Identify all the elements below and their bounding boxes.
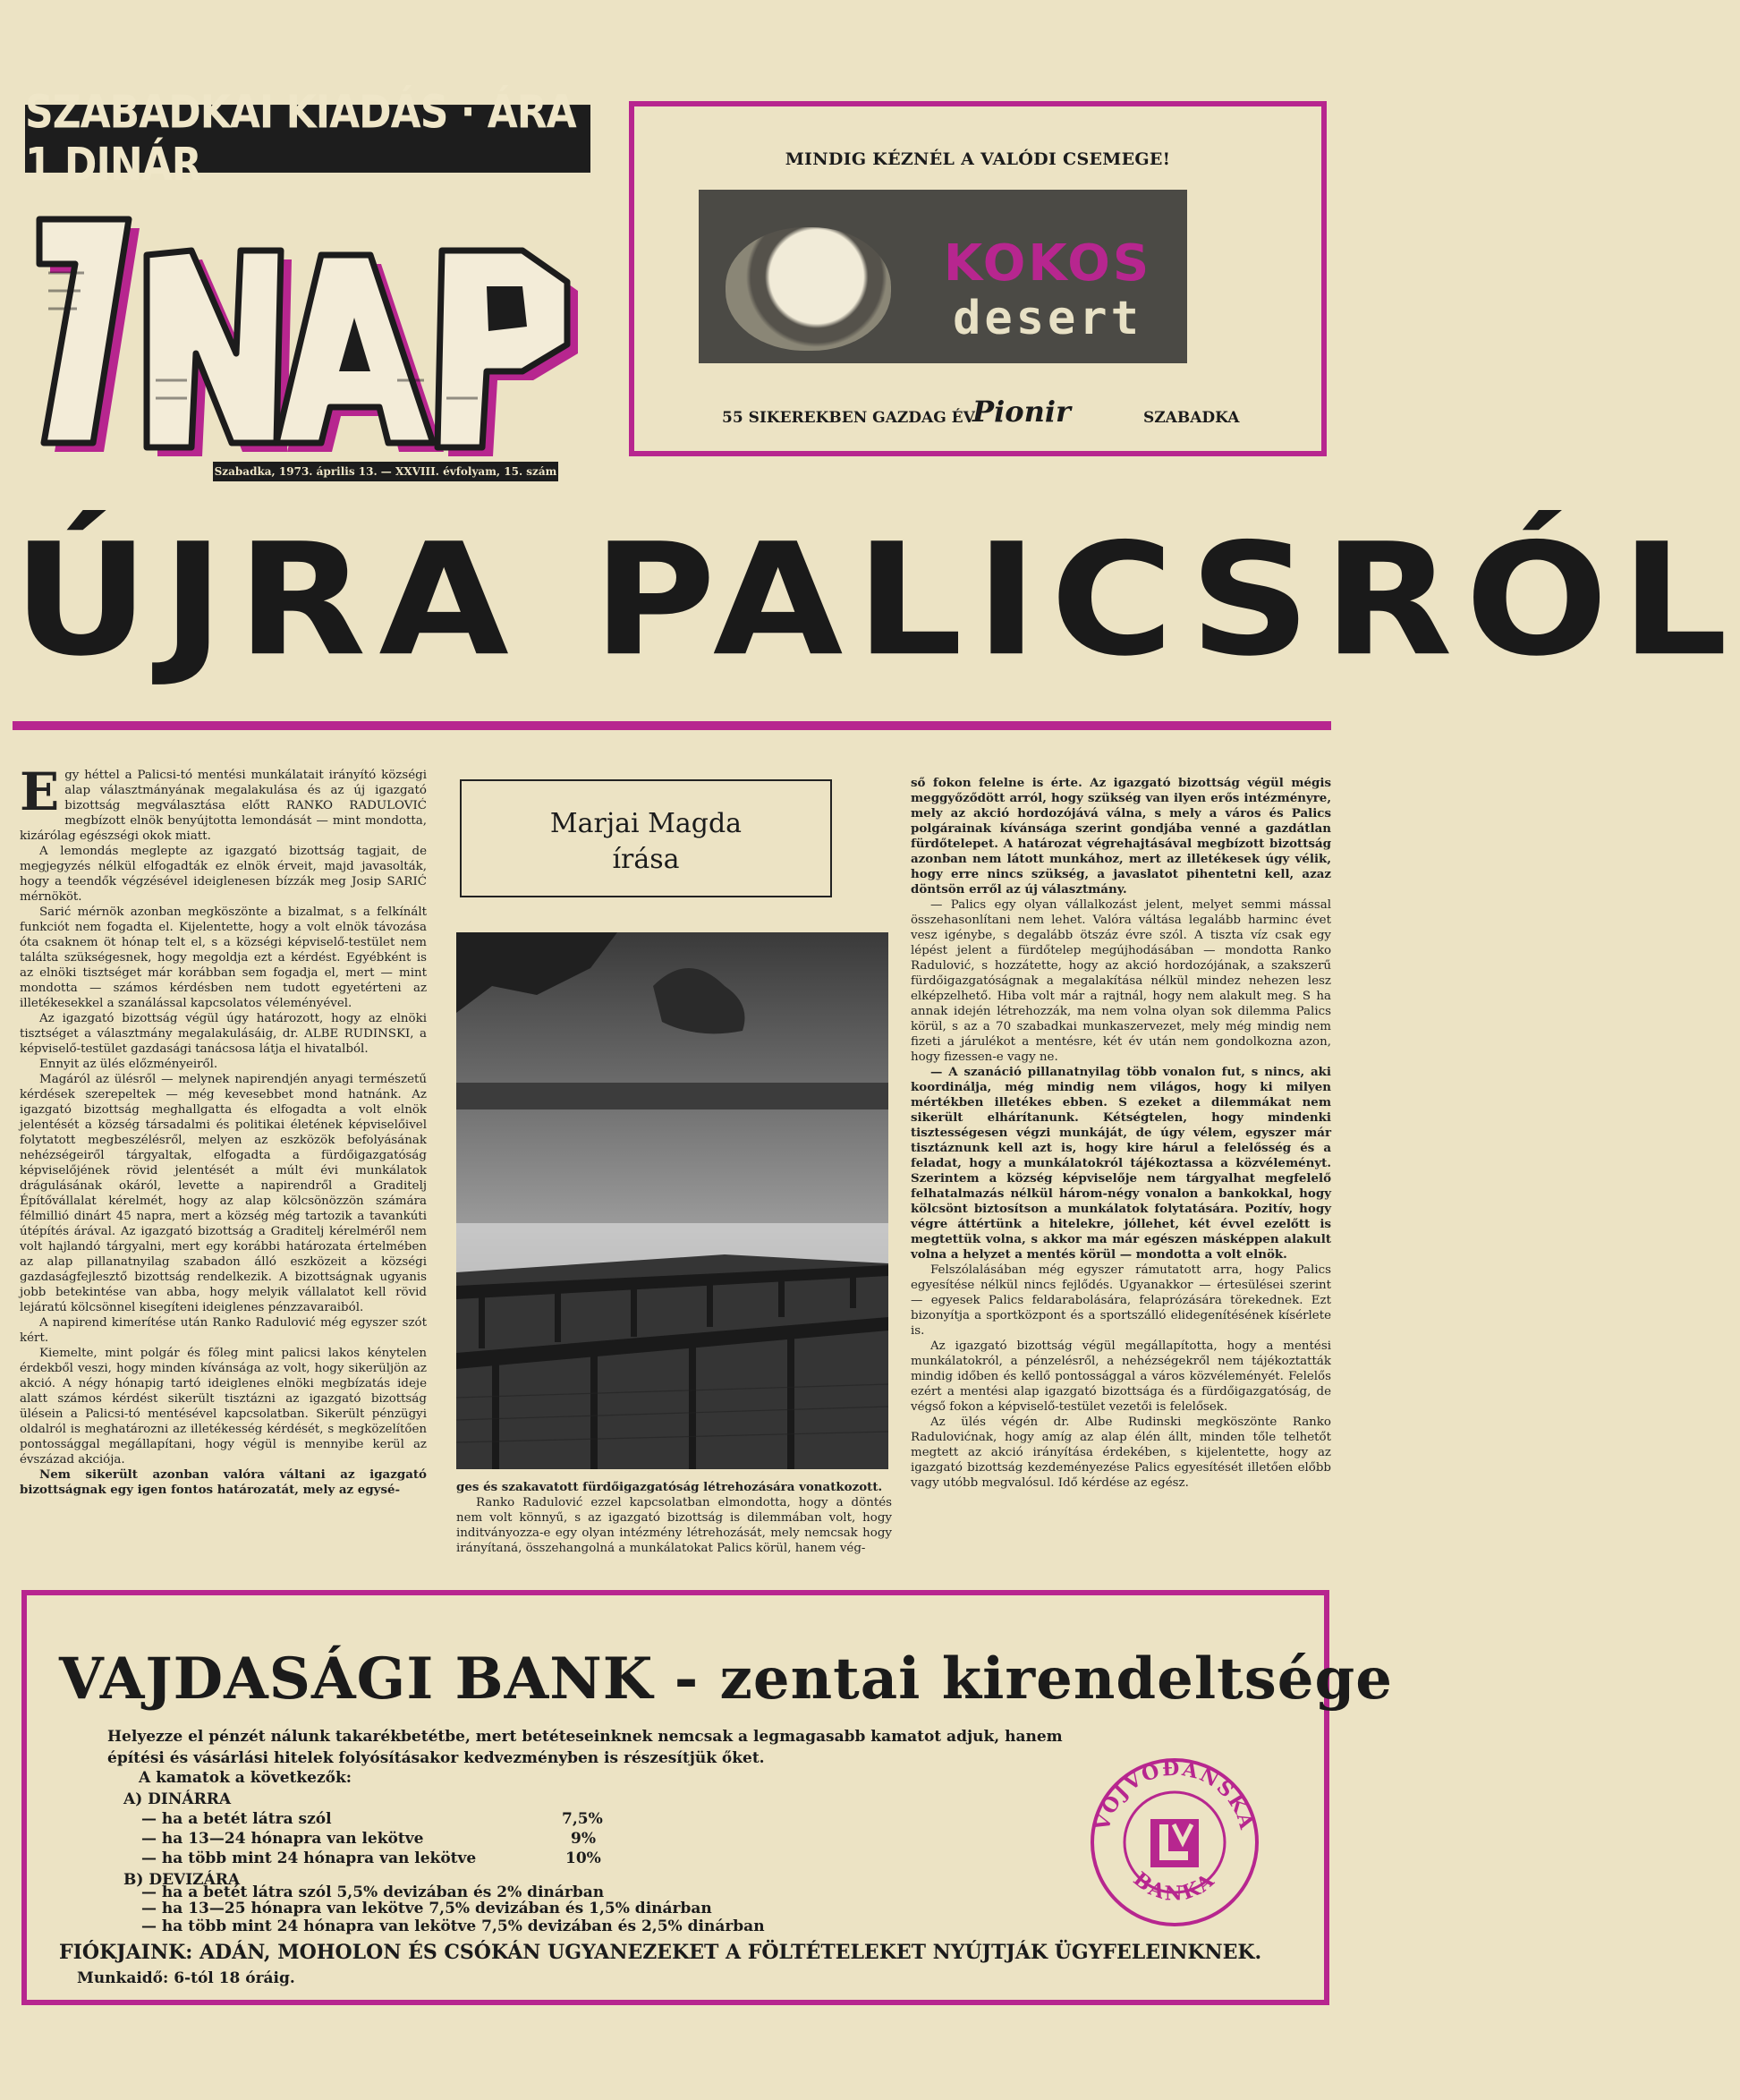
bank-branches: FIÓKJAINK: ADÁN, MOHOLON ÉS CSÓKÁN UGYANEZEKET A FÖLTÉTELEKET NYÚJTJÁK ÜGYFELEINKNEK. — [59, 1941, 1262, 1964]
paragraph: Magáról az ülésről — melynek napirendjén anyagi természetű kérdések szerepeltek — még kevesebbet mond hatnánk. Az igazgató bizottság meghallgatta és elfogadta a volt elnök jelentését a község társadalmi és politikai életének képviselőivel folytatott megbeszélésről, melyen az eszközök befolyásának nehézségeiről tárgyaltak, elfogadta a fürdőigazgatóság képviselőjének rövid jelentését a múlt évi munkálatok drágulásának okáról, levette a napirendről a Graditelj Építővállalat kérelmét, hogy az alap kölcsönözzön számára félmillió dinárt 45 napra, mert a község még tartozik a tavankúti útépítés árával. Az igazgató bizottság a Graditelj kérelméről nem volt hajlandó tárgyalni, mert egy korábbi határozata értelmében az alap pillanatnyilag szabadon álló eszközeit a községi gazdaságfejlesztő bizottság rendelkezik. A bizottságnak ugyanis jobb betekintése van abba, hogy melyik vállalatot kell rövid lejáratú kölcsönnel kisegíteni ideiglenes pénzzavaraiból. — [20, 1073, 427, 1314]
dinar-rate-value: 9% — [571, 1830, 596, 1848]
paragraph: Egy héttel a Palicsi-tó mentési munkálatait irányító községi alap választmányának megalakulása és az új igazgató bizottság megválasztása előtt RANKO RADULOVIĆ megbízott elnök benyújtotta lemondását — mint mondotta, kizárólag egészségi okok miatt. — [20, 761, 427, 843]
dinar-rate-label: — ha több mint 24 hónapra van lekötve — [141, 1849, 477, 1867]
headline: ÚJRA PALICSRÓL — [13, 510, 1740, 691]
paragraph: Ranko Radulović ezzel kapcsolatban elmondotta, hogy a döntés nem volt könnyű, s az igazgató bizottság is dilemmában volt, hogy inditványozza-e egy olyan intézmény létrehozását, mely nemcsak hogy irányítaná, összehangolná a munkálatokat Palics körül, hanem vég- — [456, 1496, 892, 1555]
paragraph: Kiemelte, mint polgár és főleg mint palicsi lakos kénytelen érdekből veszi, hogy minden kívánsága az volt, hogy sikerüljön az akció. A négy hónapig tartó ideiglenes elnöki megbízatás ideje alatt számos kérdést sikerült tisztázni az igazgató bizottság ülésein a Palicsi-tó mentésével kapcsolatban. Sikerült pénzügyi oldalról is meghatározni az illetékesség kérdését, s megközelítően pontossággal megállapítani, hogy végül is mennyibe kerül az évszázad akciója. — [20, 1347, 427, 1467]
edition-price-strip: SZABADKAI KIADÁS · ÁRA 1 DINÁR — [25, 105, 590, 173]
drop-cap: E — [20, 761, 60, 822]
dinar-rate-label: — ha a betét látra szól — [141, 1810, 332, 1828]
newspaper-logo-7nap — [21, 201, 594, 470]
bank-ad-intro: Helyezze el pénzét nálunk takarékbetétbe, mert betéteseinknek nemcsak a legmagasabb kamatot adjuk, hanem építési és vásárlási hitelek folyósításakor kedvezményben is részesítjük őket. — [107, 1728, 1063, 1767]
issue-date-line: Szabadka, 1973. április 13. — XXVIII. évfolyam, 15. szám — [213, 462, 558, 481]
ad-city: SZABADKA — [1143, 409, 1240, 427]
paragraph: Sarić mérnök azonban megköszönte a bizalmat, s a felkínált funkciót nem fogadta el. Kijelentette, hogy a volt elnök távozása óta csaknem öt hónap telt el, s a községi képviselő-testület nem találta szükségesnek, hogy megoldja ezt a kérdést. Egyébként is az elnöki tisztséget már korábban sem fogadja el, mert — mint mondotta — számos kérdésben nem tudott egyetérteni az illetékesekkel a szanálással kapcsolatos véleményével. — [20, 905, 427, 1010]
ad-brand-name: KOKOS — [943, 234, 1152, 293]
bank-advertisement — [21, 1590, 1393, 2005]
photo-caption-continuation: ges és szakavatott fürdőigazgatóság létrehozására vonatkozott. — [456, 1480, 883, 1494]
paragraph: Az igazgató bizottság végül úgy határozott, hogy az elnöki tisztséget a választmány megalakulásáig, dr. ALBE RUDINSKI, a képviselő-testület gazdasági tanácsosa látja el hivatalból. — [20, 1012, 427, 1056]
paragraph: ső fokon felelne is érte. Az igazgató bizottság végül mégis meggyőződött arról, hogy szükség van ilyen erős intézményre, mely az akció hordozójává válna, s mely a város és Palics polgárainak kívánsága szerint gondjába venné a gazdátlan fürdőtelepet. A határozat végrehajtásával megbízott bizottság azonban nem látott munkához, mert az illetékesek úgy vélik, hogy erre nincs szükség, a javaslatot pihentetni kell, azaz döntsön erről az új választmány. — [911, 776, 1331, 897]
author-name: Marjai Magda — [549, 808, 743, 839]
svg-text:VOJVOĐANSKA: VOJVOĐANSKA — [1091, 1756, 1259, 1833]
dinar-rate-label: — ha 13—24 hónapra van lekötve — [141, 1830, 424, 1848]
byline-box — [460, 779, 832, 897]
foreign-heading: B) DEVIZÁRA — [123, 1871, 241, 1889]
article-column-1 — [20, 761, 427, 1498]
lake-palics-photo — [456, 932, 888, 1469]
paragraph: A lemondás meglepte az igazgató bizottság tagjait, de megjegyzés nélkül elfogadták ez elnök érveit, majd javasolták, hogy a teendők végzésével ideiglenesen bízzák meg Josip SARIĆ mérnököt. — [20, 845, 427, 904]
paragraph: Ennyit az ülés előzményeiről. — [39, 1058, 218, 1071]
ad-years-line: 55 SIKEREKBEN GAZDAG ÉV — [722, 409, 975, 427]
dinar-rate-value: 7,5% — [562, 1810, 603, 1828]
dinar-heading: A) DINÁRRA — [123, 1790, 232, 1808]
article-column-3 — [911, 776, 1331, 1491]
kokos-desert-ad — [629, 101, 1327, 456]
article-column-2 — [456, 1480, 892, 1556]
ad-slogan: MINDIG KÉZNÉL A VALÓDI CSEMEGE! — [785, 149, 1171, 169]
coconut-illustration — [726, 227, 891, 351]
pionir-logo: Pionir — [972, 395, 1071, 429]
bank-hours: Munkaidő: 6-tól 18 óráig. — [77, 1969, 295, 1987]
paragraph: — Palics egy olyan vállalkozást jelent, melyet semmi mással összehasonlítani nem lehet. Valóra váltása legalább harminc évet vesz igénybe, s degalább ötszáz évre szól. A tiszta víz csak egy lépést jelent a fürdőtelep megújhodásában — mondotta Ranko Radulović, s hozzátette, hogy az akció hordozójának, a szakszerű fürdőigazgatóságnak a megalakítása nélkül mindez nehezen lesz elképzelhető. Hiba volt már a rajtnál, hogy nem alakult meg. S ha annak idején létrehozzák, ma nem volna olyan sok dilemma Palics körül, s az a 70 szabadkai munkaszervezet, mely még mindig nem fizeti a járulékot a mentésre, két év után nem gondolkozna azon, hogy fizessen-e vagy ne. — [911, 898, 1331, 1064]
foreign-rate-line: — ha a betét látra szól 5,5% devizában és 2% dinárban — [141, 1883, 605, 1901]
svg-text:BANKA: BANKA — [1128, 1867, 1221, 1906]
dinar-rate-value: 10% — [565, 1849, 601, 1867]
paragraph: — A szanáció pillanatnyilag több vonalon fut, s nincs, aki koordinálja, még mindig nem világos, hogy ki milyen mértékben illetékes ebben. S ezeket a dilemmákat nem sikerült elhárítanunk. Kétségtelen, hogy mindenki tisztességesen végzi munkáját, de úgy vélem, egyszer már tisztáznunk kell azt is, hogy kire hárul a felelősség és a feladat, hogy a munkálatokról tájékoztassa a közvéleményt. Szerintem a község képviselője nem tárgyalhat megfelelő felhatalmazás nélkül három-négy vonalon a bankokkal, hogy kölcsönt biztosítson a munkálatok folytatására. Pozitív, hogy végre áttértünk a hitelekre, jóllehet, két évvel ezelőtt is megtettük volna, s akkor ma már egészen másképpen alakult volna a helyzet a mentés körül — mondotta a volt elnök. — [911, 1065, 1331, 1262]
paragraph: Az igazgató bizottság végül megállapította, hogy a mentési munkálatokról, a pénzelésről, a nehézségekről nem tájékoztatták mindig időben és kellő pontossággal a város közvéleményét. Felelős ezért a mentési alap igazgató bizottsága és a fürdőigazgatóság, de végső fokon a képviselő-testület vezetői is felelősek. — [911, 1339, 1331, 1414]
paragraph: Nem sikerült azonban valóra váltani az igazgató bizottságnak egy igen fontos határozatát, mely az egysé- — [20, 1467, 427, 1497]
foreign-rate-line: — ha 13—25 hónapra van lekötve 7,5% devizában és 1,5% dinárban — [141, 1900, 712, 1917]
author-suffix: írása — [612, 844, 680, 875]
headline-rule — [13, 721, 1331, 730]
paragraph: Felszólalásában még egyszer rámutatott arra, hogy Palics egyesítése nélkül nincs fejlődés. Ugyanakkor — értesülései szerint — egyesek Palics feldarabolására, felaprózására törekednek. Ezt bizonyítja a sportközpont és a sportszálló elidegenítésének kísérlete is. — [911, 1263, 1331, 1338]
paragraph: A napirend kimerítése után Ranko Radulović még egyszer szót kért. — [20, 1316, 427, 1345]
bank-ad-title: VAJDASÁGI BANK - zentai kirendeltsége — [59, 1645, 1393, 1713]
ad-product-name: desert — [953, 292, 1142, 345]
rates-heading: A kamatok a következők: — [139, 1769, 352, 1787]
paragraph: Az ülés végén dr. Albe Rudinski megköszönte Ranko Radulovićnak, hogy amíg az alap élén állt, minden tőle telhetőt megtett az akció irányítása érdekében, s kijelentette, hogy az igazgató bizottság kezdeményezése Palics egyesítését illetően előbb vagy utóbb megvalósul. Idő kérdése az egész. — [911, 1416, 1331, 1490]
vojvodjanska-banka-seal — [1081, 1753, 1269, 1932]
foreign-rate-line: — ha több mint 24 hónapra van lekötve 7,5% devizában és 2,5% dinárban — [141, 1917, 765, 1935]
